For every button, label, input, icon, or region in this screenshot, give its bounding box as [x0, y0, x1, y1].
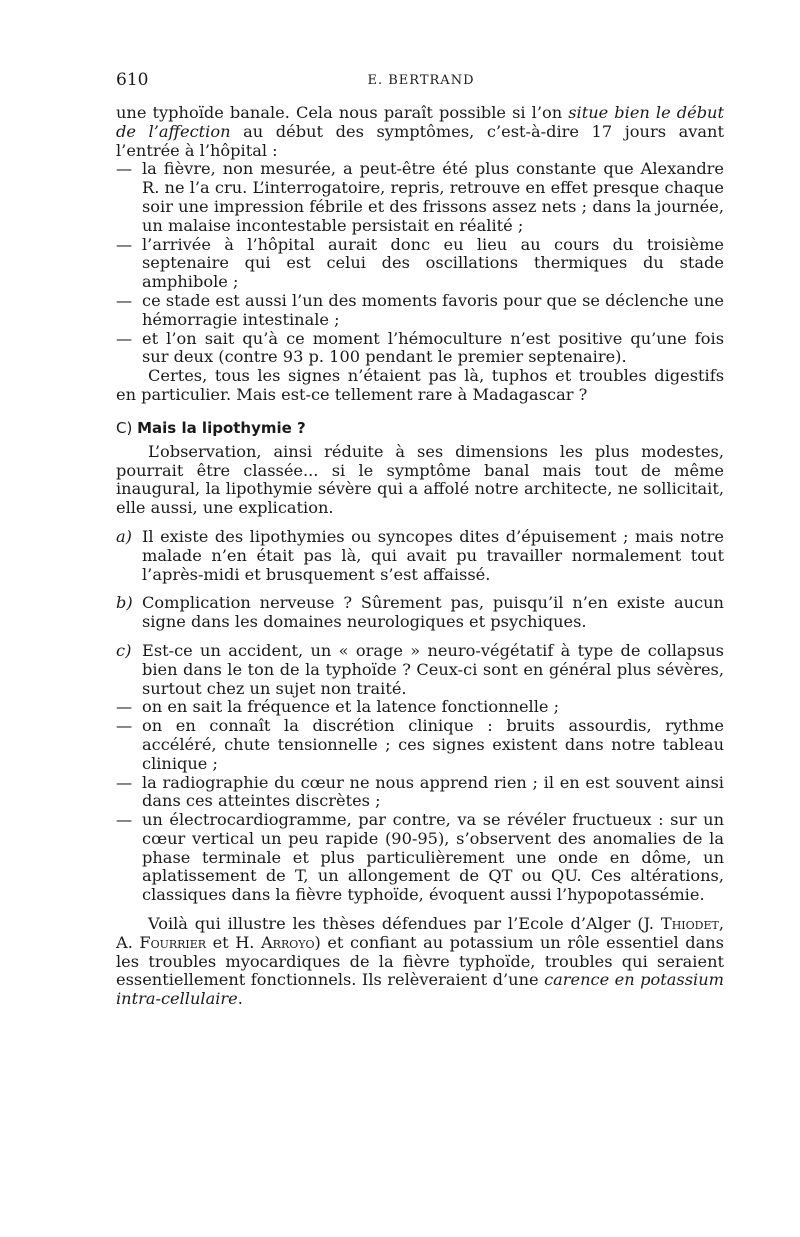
text-run: , A. — [116, 914, 724, 952]
list-item-c — [116, 642, 724, 698]
section-title: Mais la lipothymie ? — [137, 418, 306, 437]
dash-text: l’arrivée à l’hôpital aurait donc eu lieu au cours du troisième septenaire qui est celui des oscillations thermiques du stade amphibole ; — [142, 234, 724, 292]
list-item-a — [116, 528, 724, 584]
author-name: Arroyo — [260, 932, 315, 952]
text-run: ) et confiant au potassium un rôle essentiel dans les troubles myocardiques de la fièvre typhoïde, troubles qui seraient essentiellement fonctionnels. Ils relèveraient d’une — [116, 932, 724, 990]
dash-text: et l’on sait qu’à ce moment l’hémoculture n’est positive qu’une fois sur deux (contre 93 p. 100 pendant le premier septenaire). — [142, 328, 724, 367]
dash-text: on en connaît la discrétion clinique : bruits assourdis, rythme accéléré, chute tensionnelle ; ces signes existent dans notre tableau clinique ; — [142, 716, 724, 773]
dash-marker: — — [116, 810, 133, 830]
author-name: Thiodet — [660, 914, 719, 934]
paragraph-4 — [116, 915, 724, 1009]
item-text: Est-ce un accident, un « orage » neuro-végétatif à type de collapsus bien dans le ton de la typhoïde ? Ceux-ci sont en général plus sévères, surtout chez un sujet non traité. — [142, 640, 724, 698]
dash-item — [116, 774, 724, 812]
item-text: Complication nerveuse ? Sûrement pas, puisqu’il n’en existe aucun signe dans les domaines neurologiques et psychiques. — [142, 593, 724, 632]
dash-item — [116, 292, 724, 330]
paragraph-3: L’observation, ainsi réduite à ses dimensions les plus modestes, pourrait être classée... si le symptôme banal mais tout de même inaugural, la lipothymie sévère qui a affolé notre architecte, ne sollicitait, elle aussi, une explication. — [116, 441, 724, 518]
section-marker: C) — [116, 418, 133, 437]
section-heading — [116, 419, 724, 437]
dash-text: un électrocardiogramme, par contre, va se révéler fructueux : sur un cœur vertical un peu rapide (90-95), s’observent des anomalies de la phase terminale et plus particulièrement une onde en dôme, un aplatissement de T, un allongement de QT ou QU. Ces altérations, classiques dans la fièvre typhoïde, évoquent aussi l’hypopotassémie. — [142, 810, 724, 905]
dash-marker: — — [116, 234, 133, 254]
dash-item — [116, 160, 724, 235]
list-item-b — [116, 594, 724, 632]
dash-text: la radiographie du cœur ne nous apprend rien ; il en est souvent ainsi dans ces atteintes discrètes ; — [142, 772, 724, 811]
paragraph-1 — [116, 104, 724, 160]
italic-phrase: carence en potassium intra-cellulaire — [116, 970, 724, 1009]
dash-text: la fièvre, non mesurée, a peut-être été plus constante que Alexandre R. ne l’a cru. L’interrogatoire, repris, retrouve en effet presque chaque soir une impression fébrile et des frissons assez nets ; dans la journée, un malaise incontestable persistait en réalité ; — [142, 159, 724, 235]
text-run: Voilà qui illustre les thèses défendues par l’Ecole d’Alger (J. — [148, 914, 661, 934]
dash-item — [116, 330, 724, 368]
dash-marker: — — [116, 716, 133, 736]
page-header — [116, 70, 726, 94]
dash-item — [116, 236, 724, 292]
item-marker: c) — [116, 640, 132, 660]
author-name: Fourrier — [139, 932, 207, 952]
item-marker: b) — [116, 593, 133, 613]
text-run: une typhoïde banale. Cela nous paraît possible si l’on — [116, 103, 569, 122]
body-text — [116, 104, 724, 1009]
item-text: Il existe des lipothymies ou syncopes dites d’épuisement ; mais notre malade n’en était pas là, qui avait pu travailler normalement tout l’après-midi et brusquement s’est affaissé. — [142, 526, 724, 584]
dash-marker: — — [116, 697, 133, 717]
dash-item — [116, 811, 724, 905]
text-run: et H. — [206, 932, 261, 952]
running-head: E. BERTRAND — [367, 73, 475, 88]
text-run: au début des symptômes, c’est-à-dire 17 jours avant l’entrée à l’hôpital : — [116, 121, 724, 160]
dash-marker: — — [116, 328, 133, 348]
dash-item — [116, 698, 724, 717]
text-run: . — [237, 989, 243, 1009]
dash-marker: — — [116, 290, 133, 310]
dash-text: on en sait la fréquence et la latence fonctionnelle ; — [142, 697, 560, 717]
dash-text: ce stade est aussi l’un des moments favoris pour que se déclenche une hémorragie intestinale ; — [142, 290, 724, 329]
italic-phrase: situe bien le début de l’affection — [116, 103, 724, 141]
paragraph-2: Certes, tous les signes n’étaient pas là, tuphos et troubles digestifs en particulier. Mais est-ce tellement rare à Madagascar ? — [116, 366, 724, 404]
dash-marker: — — [116, 159, 133, 179]
dash-item — [116, 717, 724, 773]
page-number: 610 — [116, 70, 149, 90]
dash-marker: — — [116, 772, 133, 792]
item-marker: a) — [116, 526, 132, 546]
